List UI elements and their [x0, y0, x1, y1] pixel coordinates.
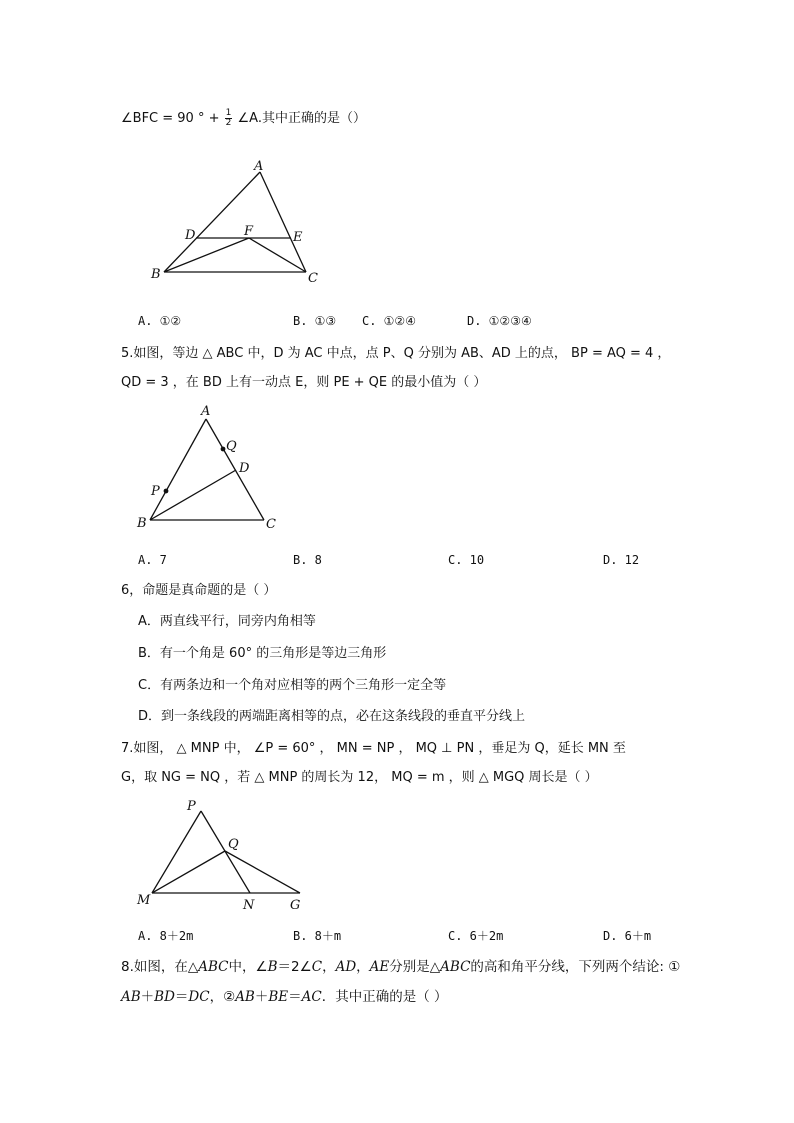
q8-text: ，② [209, 989, 236, 1005]
q7-edge-mq [152, 851, 225, 893]
q4-frac-den: 2 [225, 118, 232, 128]
q5-label-b: B [137, 516, 147, 531]
q5-option-c: C. 10 [448, 553, 485, 567]
q4-label-c: C [308, 271, 318, 286]
q8-math: DC [188, 989, 210, 1005]
q8-math: ABC [198, 959, 229, 975]
q4-option-d: D. ①②③④ [467, 314, 532, 328]
q8-stem-line1 [121, 958, 680, 976]
q8-math: BD [154, 989, 175, 1005]
q7-label-p: P [187, 799, 196, 814]
q7-edge-pm [152, 811, 201, 893]
q8-text: 8.如图，在△ [121, 959, 199, 975]
q8-math: AC [301, 989, 322, 1005]
q4-label-f: F [244, 224, 254, 239]
q7-stem-line1: 7.如图， △ MNP 中， ∠P = 60° ， MN = NP ， MQ ⊥ PN ，垂足为 Q，延长 MN 至 [121, 741, 626, 756]
q4-stem-part-b: ∠A.其中正确的是（） [237, 111, 366, 126]
q7-option-d: D. 6＋m [603, 929, 652, 943]
q7-stem-line2: G，取 NG = NQ ，若 △ MNP 的周长为 12， MQ = m ，则 △ MGQ 周长是（ ） [121, 770, 598, 785]
q6-option-c: C．有两条边和一个角对应相等的两个三角形一定全等 [138, 678, 447, 693]
q7-option-c: C. 6＋2m [448, 929, 504, 943]
q4-label-a: A [254, 159, 264, 174]
q8-text: 中，∠ [228, 959, 268, 975]
q5-option-d: D. 12 [603, 553, 640, 567]
q8-text: ， [322, 959, 336, 975]
q8-math: BE [268, 989, 289, 1005]
q8-math: AB [235, 989, 255, 1005]
q5-stem-line2: QD = 3 ，在 BD 上有一动点 E，则 PE + QE 的最小值为（ ） [121, 375, 487, 390]
q6-option-b: B．有一个角是 60° 的三角形是等边三角形 [138, 646, 387, 661]
q5-label-d: D [239, 461, 250, 476]
q8-math: AE [369, 959, 390, 975]
q5-label-a: A [201, 404, 211, 419]
q8-text: 的高和角平分线，下列两个结论: ① [470, 959, 681, 975]
q8-math: B [267, 959, 278, 975]
q7-option-a: A. 8＋2m [138, 929, 194, 943]
q8-text: 分别是△ [389, 959, 441, 975]
q8-text: ．其中正确的是（ ） [321, 989, 448, 1005]
q4-stem-part-a: ∠BFC = 90 ° + [121, 111, 220, 126]
q6-stem: 6，命题是真命题的是（ ） [121, 583, 277, 598]
q5-option-b: B. 8 [293, 553, 322, 567]
q4-option-a: A. ①② [138, 314, 182, 328]
q5-label-q: Q [226, 439, 237, 454]
q7-label-n: N [243, 898, 255, 913]
q4-option-b: B. ①③ [293, 314, 337, 328]
q8-text: ＋ [254, 989, 269, 1005]
q5-option-a: A. 7 [138, 553, 167, 567]
q7-option-b: B. 8＋m [293, 929, 342, 943]
q4-option-c: C. ①②④ [362, 314, 416, 328]
q8-stem-line2 [121, 988, 448, 1006]
q8-math: AD [335, 959, 357, 975]
q8-text: ＝ [174, 989, 189, 1005]
q5-label-p: P [151, 484, 160, 499]
q4-label-d: D [185, 228, 196, 243]
q8-math: ABC [440, 959, 471, 975]
q8-text: ＋ [140, 989, 155, 1005]
q6-option-a: A．两直线平行，同旁内角相等 [138, 614, 316, 629]
q8-text: ＝2∠ [277, 959, 312, 975]
q7-label-q: Q [228, 837, 239, 852]
q6-option-d: D．到一条线段的两端距离相等的点，必在这条线段的垂直平分线上 [138, 709, 526, 724]
q7-label-g: G [290, 898, 301, 913]
q7-edge-qg [225, 851, 300, 893]
q8-math: AB [121, 989, 141, 1005]
q5-label-c: C [266, 517, 276, 532]
q4-label-e: E [293, 230, 303, 245]
q7-label-m: M [137, 893, 151, 908]
q4-frac-num: 1 [225, 108, 232, 118]
q8-text: ， [356, 959, 370, 975]
q4-label-b: B [151, 267, 161, 282]
q5-stem-line1: 5.如图，等边 △ ABC 中，D 为 AC 中点，点 P、Q 分别为 AB、AD 上的点， BP = AQ = 4 ， [121, 346, 671, 361]
q8-math: C [311, 959, 323, 975]
q8-text: ＝ [288, 989, 302, 1005]
